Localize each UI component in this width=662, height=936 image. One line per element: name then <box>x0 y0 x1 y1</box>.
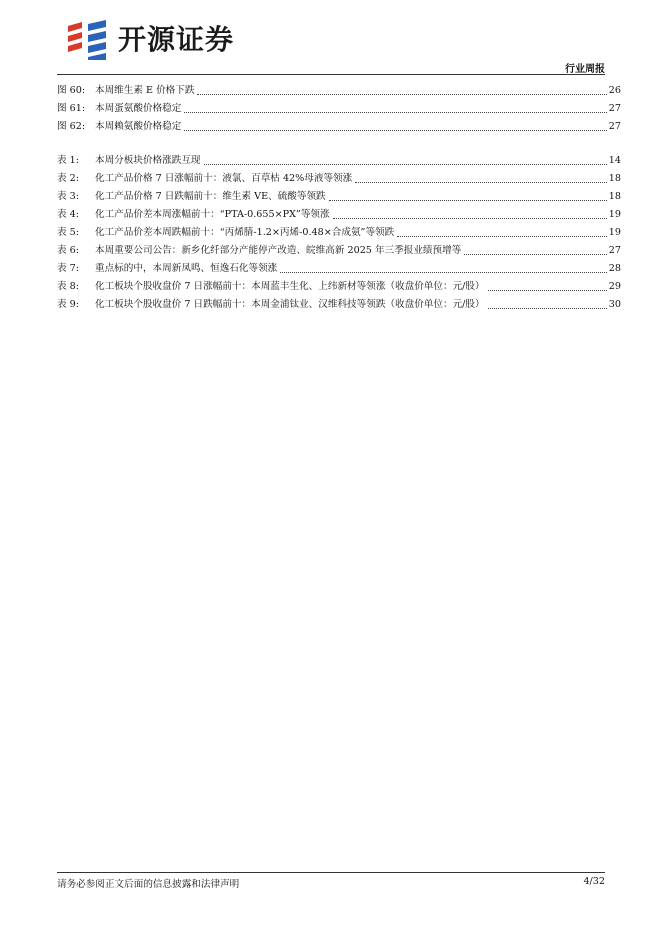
entry-page: 27 <box>608 121 621 132</box>
entry-page: 30 <box>608 299 621 310</box>
leader-dots <box>280 271 607 273</box>
entry-label: 表 5: <box>57 227 79 238</box>
entry-title: 本周分板块价格涨跌互现 <box>95 155 201 166</box>
company-name: 开源证券 <box>118 23 235 56</box>
entry-title: 化工产品价格 7 日涨幅前十：液氯、百草枯 42%母液等领涨 <box>95 173 353 184</box>
entry-page: 27 <box>608 103 621 114</box>
entry-page: 18 <box>608 173 621 184</box>
page-header <box>0 0 662 78</box>
entry-title: 本周维生素 E 价格下跌 <box>95 85 195 96</box>
entry-title: 重点标的中，本周新凤鸣、恒逸石化等领涨 <box>95 263 278 274</box>
entry-label: 表 1: <box>57 155 79 166</box>
table-list <box>57 152 621 314</box>
entry-title: 化工板块个股收盘价 7 日涨幅前十：本周蓝丰生化、上纬新材等领涨（收盘价单位：元/股） <box>95 281 485 292</box>
leader-dots <box>397 235 607 237</box>
leader-dots <box>488 307 607 309</box>
entry-title: 化工板块个股收盘价 7 日跌幅前十：本周金浦钛业、汉维科技等领跌（收盘价单位：元/股） <box>95 299 485 310</box>
entry-page: 18 <box>608 191 621 202</box>
toc-entry[interactable] <box>57 170 621 188</box>
entry-title: 化工产品价差本周跌幅前十：“丙烯腈-1.2×丙烯-0.48×合成氨”等领跌 <box>95 227 395 238</box>
entry-title: 化工产品价差本周涨幅前十：“PTA-0.655×PX”等领涨 <box>95 209 330 220</box>
entry-label: 表 7: <box>57 263 79 274</box>
entry-label: 表 8: <box>57 281 79 292</box>
toc-entry[interactable] <box>57 188 621 206</box>
entry-label: 图 61: <box>57 103 86 114</box>
toc-entry[interactable] <box>57 224 621 242</box>
entry-page: 19 <box>608 227 621 238</box>
toc-entry[interactable] <box>57 82 621 100</box>
toc-entry[interactable] <box>57 242 621 260</box>
entry-label: 表 9: <box>57 299 79 310</box>
report-type-label: 行业周报 <box>565 64 605 75</box>
entry-page: 14 <box>608 155 621 166</box>
page-number: 4/32 <box>583 876 605 887</box>
leader-dots <box>184 111 606 113</box>
toc-entry[interactable] <box>57 206 621 224</box>
leader-dots <box>204 163 607 165</box>
toc-entry[interactable] <box>57 100 621 118</box>
entry-title: 本周重要公司公告：新乡化纤部分产能停产改造、皖维高新 2025 年三季报业绩预增等 <box>95 245 462 256</box>
kaiyuan-logo-icon <box>66 20 110 60</box>
entry-label: 表 2: <box>57 173 79 184</box>
toc-entry[interactable] <box>57 118 621 136</box>
leader-dots <box>197 93 606 95</box>
leader-dots <box>464 253 606 255</box>
toc-entry[interactable] <box>57 278 621 296</box>
leader-dots <box>329 199 607 201</box>
entry-page: 26 <box>608 85 621 96</box>
entry-title: 本周蛋氨酸价格稳定 <box>95 103 182 114</box>
leader-dots <box>333 217 607 219</box>
toc-entry[interactable] <box>57 152 621 170</box>
disclaimer-text: 请务必参阅正文后面的信息披露和法律声明 <box>57 879 240 890</box>
company-logo <box>66 20 234 60</box>
footer-divider <box>57 872 605 873</box>
toc-entry[interactable] <box>57 296 621 314</box>
leader-dots <box>184 129 606 131</box>
entry-label: 表 3: <box>57 191 79 202</box>
entry-label: 表 4: <box>57 209 79 220</box>
entry-title: 化工产品价格 7 日跌幅前十：维生素 VE、硫酸等领跌 <box>95 191 326 202</box>
toc-entry[interactable] <box>57 260 621 278</box>
entry-page: 28 <box>608 263 621 274</box>
header-divider <box>57 74 605 75</box>
leader-dots <box>355 181 607 183</box>
entry-title: 本周赖氨酸价格稳定 <box>95 121 182 132</box>
leader-dots <box>488 289 607 291</box>
entry-page: 29 <box>608 281 621 292</box>
entry-label: 图 60: <box>57 85 86 96</box>
figure-list <box>57 82 621 136</box>
entry-label: 图 62: <box>57 121 86 132</box>
entry-page: 19 <box>608 209 621 220</box>
entry-page: 27 <box>608 245 621 256</box>
entry-label: 表 6: <box>57 245 79 256</box>
